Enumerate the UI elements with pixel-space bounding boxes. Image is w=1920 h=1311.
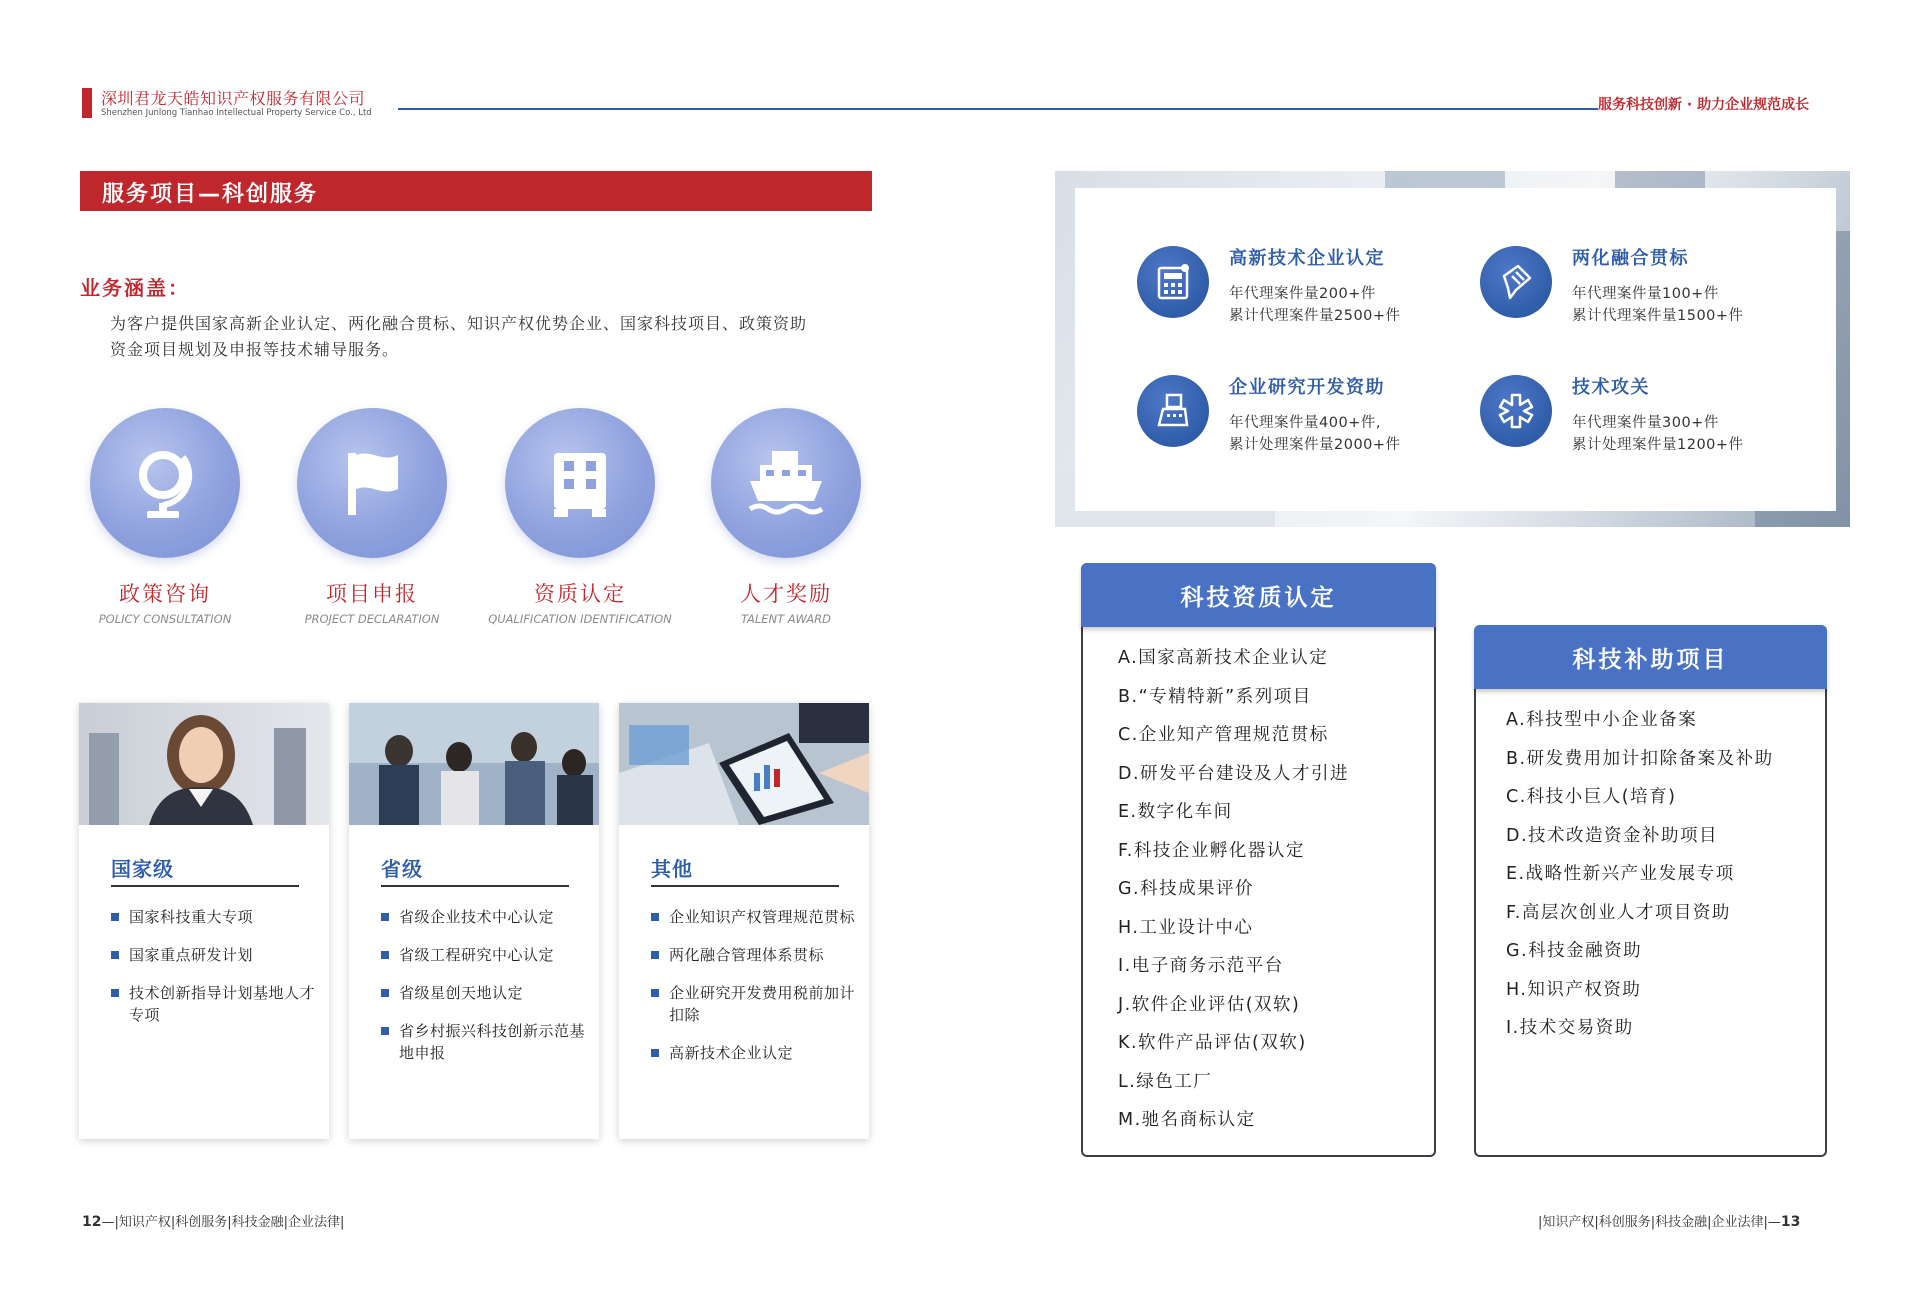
company-name: 深圳君龙天皓知识产权服务有限公司 (101, 89, 366, 108)
stat-annual: 年代理案件量200+件 (1229, 286, 1376, 302)
footer-left-text: —|知识产权|科创服务|科技金融|企业法律| (101, 1215, 345, 1230)
list-item: A.科技型中小企业备案 (1506, 710, 1698, 730)
page-number-right: 13 (1780, 1214, 1801, 1230)
card-title-rule (111, 885, 299, 887)
stat-integration (1480, 246, 1810, 336)
stat-title: 高新技术企业认定 (1229, 248, 1385, 269)
service-talent-award (686, 408, 886, 626)
list-item: J.软件企业评估(双软) (1118, 994, 1301, 1015)
list-item: 企业知识产权管理规范贯标 (651, 906, 861, 928)
stat-annual: 年代理案件量400+件, (1229, 415, 1381, 431)
card-title-rule (651, 885, 839, 887)
coverage-description: 为客户提供国家高新企业认定、两化融合贯标、知识产权优势企业、国家科技项目、政策资助资金项目规划及申报等技术辅导服务。 (110, 314, 808, 359)
card-list (651, 906, 861, 1080)
list-item: B.研发费用加计扣除备案及补助 (1506, 748, 1774, 769)
service-name: 项目申报 (326, 582, 418, 606)
ship-icon (711, 408, 861, 558)
service-name: 政策咨询 (119, 582, 211, 606)
list-item: 两化融合管理体系贯标 (651, 944, 861, 966)
building-icon (505, 408, 655, 558)
list-item: L.绿色工厂 (1118, 1071, 1213, 1092)
service-name: 资质认定 (534, 582, 626, 606)
card-title: 国家级 (111, 857, 174, 881)
service-policy-consultation (65, 408, 265, 626)
subsidy-box (1474, 625, 1827, 1157)
list-item: B.“专精特新”系列项目 (1118, 686, 1312, 707)
header-red-mark (82, 88, 92, 118)
stat-annual: 年代理案件量300+件 (1572, 415, 1719, 431)
subsidy-header: 科技补助项目 (1474, 625, 1827, 689)
page-number-left: 12 (82, 1214, 102, 1230)
card-provincial-level (349, 703, 599, 1139)
list-item: 企业研究开发费用税前加计扣除 (651, 982, 861, 1026)
stat-high-tech (1137, 246, 1467, 336)
header-slogan: 服务科技创新 · 助力企业规范成长 (1598, 97, 1810, 113)
service-qualification (480, 408, 680, 626)
card-title: 省级 (381, 857, 423, 881)
list-item: 省级企业技术中心认定 (381, 906, 591, 928)
list-item: G.科技成果评价 (1118, 879, 1255, 899)
service-name-en: PROJECT DECLARATION (304, 612, 440, 626)
stat-title: 技术攻关 (1572, 377, 1650, 398)
card-list (381, 906, 591, 1080)
service-name-en: TALENT AWARD (741, 612, 831, 626)
list-item: 省乡村振兴科技创新示范基地申报 (381, 1020, 591, 1064)
list-item: H.知识产权资助 (1506, 979, 1642, 1000)
list-item: 国家重点研发计划 (111, 944, 321, 966)
list-item: F.高层次创业人才项目资助 (1506, 902, 1731, 923)
list-item: D.技术改造资金补助项目 (1506, 825, 1719, 846)
list-item: 高新技术企业认定 (651, 1042, 861, 1064)
list-item: C.企业知产管理规范贯标 (1118, 725, 1329, 745)
list-item: D.研发平台建设及人才引进 (1118, 763, 1350, 784)
card-other-level (619, 703, 869, 1139)
team-meeting-photo (349, 703, 599, 825)
service-name-en: QUALIFICATION IDENTIFICATION (488, 612, 672, 626)
stat-rd-funding (1137, 375, 1467, 465)
service-project-declaration (272, 408, 472, 626)
stat-total: 累计代理案件量1500+件 (1572, 308, 1744, 324)
list-item: E.数字化车间 (1118, 802, 1233, 822)
service-name: 人才奖励 (740, 582, 832, 606)
qualification-list (1118, 639, 1349, 1140)
section-title: 服务项目—科创服务 (102, 182, 319, 207)
company-name-en: Shenzhen Junlong Tianhao Intellectual Property Service Co., Ltd (101, 108, 372, 118)
footer-right (1538, 1211, 1800, 1230)
stat-annual: 年代理案件量100+件 (1572, 286, 1719, 302)
calculator-icon (1137, 246, 1209, 318)
stat-total: 累计处理案件量2000+件 (1229, 437, 1401, 453)
list-item: 技术创新指导计划基地人才专项 (111, 982, 321, 1026)
stats-panel (1075, 188, 1836, 511)
list-item: A.国家高新技术企业认定 (1118, 648, 1329, 668)
card-title-rule (381, 885, 569, 887)
subsidy-list (1506, 701, 1774, 1048)
chat-icon (1480, 246, 1552, 318)
stat-title: 两化融合贯标 (1572, 248, 1689, 269)
list-item: M.驰名商标认定 (1118, 1110, 1256, 1130)
medical-star-icon (1480, 375, 1552, 447)
list-item: G.科技金融资助 (1506, 941, 1643, 961)
list-item: I.技术交易资助 (1506, 1018, 1634, 1038)
list-item: 国家科技重大专项 (111, 906, 321, 928)
footer-right-text: |知识产权|科创服务|科技金融|企业法律|— (1538, 1215, 1781, 1230)
stat-total: 累计代理案件量2500+件 (1229, 308, 1401, 324)
list-item: 省级工程研究中心认定 (381, 944, 591, 966)
stat-title: 企业研究开发资助 (1229, 377, 1385, 398)
tablet-chart-photo (619, 703, 869, 825)
list-item: 省级星创天地认定 (381, 982, 591, 1004)
flag-icon (297, 408, 447, 558)
qualification-box (1081, 563, 1436, 1157)
card-list (111, 906, 321, 1042)
cash-register-icon (1137, 375, 1209, 447)
list-item: I.电子商务示范平台 (1118, 956, 1284, 976)
list-item: F.科技企业孵化器认定 (1118, 840, 1305, 861)
card-national-level (79, 703, 329, 1139)
list-item: K.软件产品评估(双软) (1118, 1033, 1307, 1053)
business-woman-photo (79, 703, 329, 825)
stat-total: 累计处理案件量1200+件 (1572, 437, 1744, 453)
list-item: H.工业设计中心 (1118, 917, 1254, 938)
header-divider (398, 108, 1598, 110)
footer-left (82, 1211, 344, 1230)
qualification-header: 科技资质认定 (1081, 563, 1436, 627)
list-item: E.战略性新兴产业发展专项 (1506, 864, 1735, 884)
coverage-heading: 业务涵盖： (80, 276, 190, 300)
list-item: C.科技小巨人(培育) (1506, 787, 1677, 807)
card-title: 其他 (651, 857, 693, 881)
stat-tech-breakthrough (1480, 375, 1810, 465)
globe-icon (90, 408, 240, 558)
service-name-en: POLICY CONSULTATION (98, 612, 232, 626)
